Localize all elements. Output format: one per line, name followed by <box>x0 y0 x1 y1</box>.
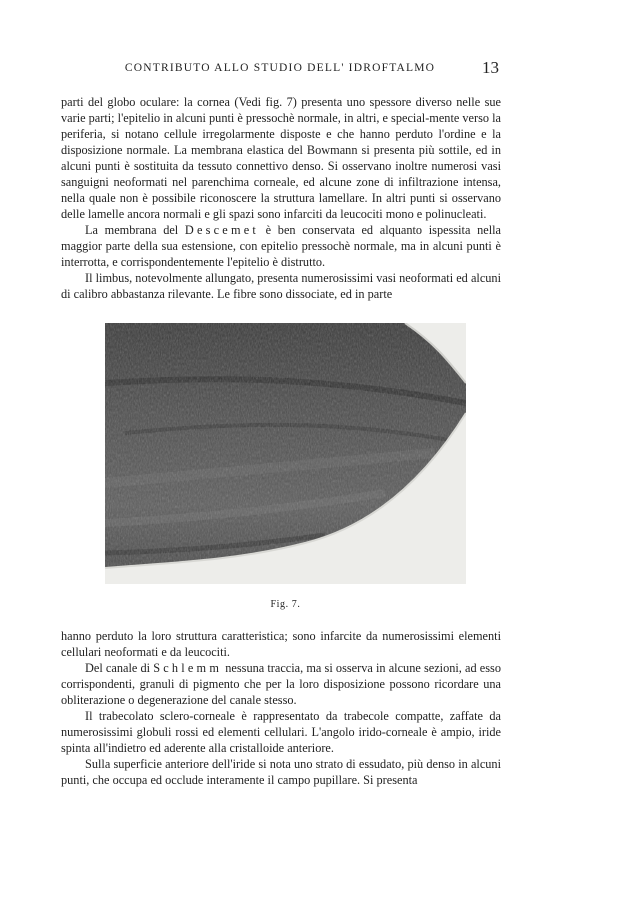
paragraph-text: è ben conservata ed alquanto ispessita nella maggior parte della sua estensione, con epitelio pressochè normale, ma in alcuni punti è interrotta, e corrispondentemente l'epitelio è distrutto. <box>61 223 501 269</box>
paragraph <box>61 660 501 708</box>
text-block-bottom <box>61 628 501 788</box>
page-number: 13 <box>482 58 499 77</box>
paragraph: parti del globo oculare: la cornea (Vedi fig. 7) presenta uno spessore diverso nelle sue varie parti; l'epitelio in alcuni punti è pressochè normale, in altri, e special-mente verso la periferia, si notano cellule irregolarmente disposte e che hanno perduto l'ordine e la disposizione normale. La membrana elastica del Bowmann si presenta più sottile, ed in alcuni punti è sostituita da tessuto connettivo denso. Si osservano inoltre numerosi vasi sanguigni neoformati nel parenchima corneale, ed alcune zone di infiltrazione intensa, nella quale non è possibile riconoscere la struttura lamellare. In altri punti si osservano delle lamelle ancora normali e gli spazi sono infarciti da leucociti mono e polinucleati. <box>61 95 501 221</box>
paragraph-text: La membrana del <box>85 223 179 237</box>
paragraph: Il trabecolato sclero-corneale è rappresentato da trabecole compatte, zaffate da numerosissimi globuli rossi ed elementi cellulari. L'angolo irido-corneale è ampio, iride spinta all'indietro ed aderente alla cristalloide anteriore. <box>61 709 501 755</box>
figure-7-micrograph <box>105 323 466 584</box>
figure-caption: Fig. 7. <box>270 599 301 610</box>
paragraph: Sulla superficie anteriore dell'iride si nota uno strato di essudato, più denso in alcuni punti, che occupa ed occlude interamente il campo pupillare. Si presenta <box>61 757 501 787</box>
paragraph-text: Del canale di <box>85 661 151 675</box>
running-title: CONTRIBUTO ALLO STUDIO DELL' IDROFTALMO <box>124 62 436 74</box>
micrograph-image <box>105 323 466 584</box>
paragraph-text: nessuna traccia, ma si osserva in alcune sezioni, ad esso corrispondenti, granuli di pigmento che per la loro disposizione possono ricordare una obliterazione o degenerazione del canale stesso. <box>61 661 501 707</box>
text-block-top <box>61 94 501 302</box>
descemet-name: Descemet <box>184 223 259 237</box>
paragraph: hanno perduto la loro struttura caratteristica; sono infarcite da numerosissimi elementi cellulari neoformati e da leucociti. <box>61 629 501 659</box>
schlemm-name: Schlemm <box>153 661 223 675</box>
paragraph <box>61 222 501 270</box>
paragraph: Il limbus, notevolmente allungato, presenta numerosissimi vasi neoformati ed alcuni di calibro abbastanza rilevante. Le fibre sono dissociate, ed in parte <box>61 271 501 301</box>
